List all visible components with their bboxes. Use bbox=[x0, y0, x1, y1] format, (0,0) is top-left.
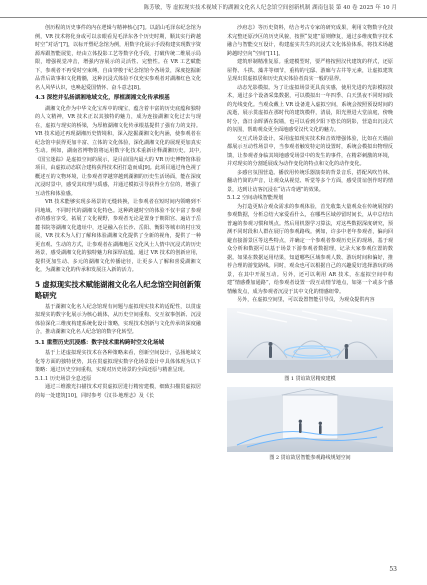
section-heading-5-1-2: 5.1.2 空间动线智能规划 bbox=[227, 195, 284, 201]
figure-2-caption: 图 2 贯谊故居智能参观路线规划空间 bbox=[269, 454, 351, 461]
paragraph: 通过三维激光扫描技术对贯虚拟居进行精密建模，细致扫描贯虚拟居的每一处建筑[10]，同时参考《汉书·地理志》及《长 bbox=[35, 384, 201, 399]
section-heading-5: 5 虚拟现实技术赋能湖湘文化名人纪念馆空间创新策略研究 bbox=[35, 279, 201, 300]
paragraph: 湖湘文化作为中华文化宝库中的瑰宝，蕴含着丰富的历史底蕴和独特的人文精神，VR 技术正以其独特的魅力，成为连接湖湘文化过去与现在，虚拟与现实的桥梁，为厚植湖湘文化传承根基提供了强有力的支持。VR 技术通过再现湖湘历史情境和，深入挖掘湖湘文化内涵，使参观者在纪念馆中获得更加丰富、立体的文化体验，深化湖湘文化的展现更加真实生动。例如，湖南省博物馆将运用数字化技术重新诠释湖湘历史。其中,《国宝迷踪》是虚拟空间的展示，是目前国内最大的 VR 历史博物馆体验项目，由虚拟动态联合建构获得技术团打造而成[9]。此项目通过角色视了概述互的文物环境，让参观者穿越穿越到湖湘的历史生活场面，能在深度沉浸时景中，感受其纹理与质感，并通过模拟引导获得全方位的，增强了互动性和体验感。 bbox=[35, 105, 201, 197]
paragraph: 为打造更贴合观众需求的参观体验，首先收集大量观众在传统展馆的参观数据，分析总结大家爱看什么，在哪些区域停留时间长，从中总结出普遍的参观习惯和规点。然后用机器学习算法，对这些数据深度研究，预测不同时段和人群在展厅的参观路线。例如，许多中老年参观者，偏向回避直接游景区等这些特点，并确定一个参观者参观历史区的现场，基于观众分析和数据可以基于场景下游参观者数据理，记录大家参观位置的数据。如果在数据运用结果，知道哪些区域参观人数、游玩时间和偏好，推荐合理的游览路线。同时，观众也可以根据自己的兴趣爱好选择游玩的场景，在其中开展互动。另外，还可以利用 AR 技术，在虚拟空间中构建“情感叠加通路”，给参观者设置一段互动情节地点，如第一个或多个感情触发点，成为参观者沉浸于其中文化的情感纽带。 bbox=[227, 203, 393, 295]
vr-museum-scene-illustration bbox=[227, 308, 393, 373]
figure-1-image bbox=[227, 308, 393, 373]
page-number: 53 bbox=[389, 566, 397, 573]
figure-1-caption: 图 1 贯谊故居精度建模 bbox=[284, 375, 336, 382]
paragraph: 交互式场景设计。采用虚拟现实技术和音效增强体验，比如在天墙前都展示互动性场景中，当参观者触发特定的设置时，系统会模拟出物理反馈，让参观者身临其境地感受场景中的发生的事件，在精彩刺激的环境，并对现实的分割延展成为动作变化的特点和文化的动作变化。 bbox=[227, 135, 393, 167]
paragraph: 沙府志》等历史资料，结合考古专家的研究成果，利用文物数字化技术完整还原沙区的历史风貌，按照“复建”原则修复，通过多维度数字技术融合与智能交互设计，构建虚实共生的沉浸式文化体验体系，将技术场越跨越时空向“空间”[11]。 bbox=[227, 25, 393, 57]
running-head: 陈芳敏，等 虚拟现实技术视域下的湖湘文化名人纪念馆空间创新机制 湖南包装 第 40 卷 2025 年 10 月 bbox=[0, 0, 427, 18]
paragraph: VR 技术能够实现多场景的无缝转换，让参观者在短时间内领略到不同地域、不同时代的湖湘文化特色。这种跨越时空的体验不仅丰富了参观者的感官享受，拓展了文化视野，参观者无论是置身于朝阳宫、遍访于岳麓书院等湖湘文化遗址中，还是融入在长沙、岳阳、衡阳等城市的村庄发展，VR 技术为人们了解和体验湖湘文化提供了全新的视角，提供了一种更直观、生动的方式，让参观者在湖湘地区文化风土人情中沉浸式的历史场景，感受湖湘文化的独特魅力和深厚底蕴。通过 VR 技术的创新应用，提供更加生动、多元的湖湘文化传播途径，让更多人了解和喜爱湖湘文化，为湖湘文化的传承和发展注入新的活力。 bbox=[35, 199, 201, 273]
figure-1 bbox=[227, 308, 393, 384]
section-heading-4-3: 4.3 深挖并弘扬湖湘地域文化，厚植湖湘文化传承根基 bbox=[35, 95, 170, 101]
paragraph: 基于上述虚拟现实技术在各种策略来看，创新空间设计，弘扬地域文化等方面的独特优势，其在贯虚拟现实数字化场景设计中具体体现为以下策略：通过历史空间重构，实现对历史场景的全面还原与精准呈现。 bbox=[35, 350, 201, 373]
smart-route-scene-illustration bbox=[227, 387, 393, 452]
figure-2-image bbox=[227, 387, 393, 452]
paragraph: 建筑形制精准复原。重建模型时，要严格按照汉代建筑的样式，还原屋脊、斗拱、藻井等细节，重构的宅邸、游廊与古井等元素，让虚拟建筑呈现出贯虚拟居和历史真实体验者真实一般的显得。 bbox=[227, 59, 393, 82]
paragraph: 基于湖湘文化名人纪念馆现有问题与虚拟现实技术的适配性，以贯虚拟现实的数字化展示为核心载体，从历史空间重构、交互叙事创新、沉浸体验深化三维度构建系统化设计策略，实现技术创新与文化传承的深度融合，推动湖湘文化名人纪念馆的数字化转型。 bbox=[35, 303, 201, 335]
section-heading-5-1-1: 5.1.1 历史场景全息还原 bbox=[35, 375, 92, 382]
paragraph: 动态光影模拟。为了让虚拟场景更具真实感，使用先进的光影模拟技术，通过多个设备采集数据，可以模拟出一年四季、白天黑夜不同时间段的光线变化。当观众戴上 VR 设备进入虚拟空间，系统会按照预设时间的流逝，展示贯虚拟在那时代的建筑模样，清晨，阳光照进大堂前庭，傍晚时分，落日余晖洒在院墙，也可以看到夕阳下悠长的阴影，营造出沉浸式的氛围，帮助观众更全面地感受汉代文化的魅力。 bbox=[227, 84, 393, 133]
paragraph: 多感官氛围营造。播放用传统乐器演奏的背景音乐，搭配风吹竹林、翻动竹简的声音，让观众从视觉、听觉等多个方面，感受贯谊创作时的情景，达到让访客沉浸在“访古奇遇”的效果。 bbox=[227, 169, 393, 193]
section-heading-5-1: 5.1 重塑历史沉浸感：数字技术重构跨时空文化场域 bbox=[35, 339, 165, 346]
right-column bbox=[227, 24, 393, 564]
figure-2 bbox=[227, 387, 393, 463]
paragraph: 另外，在虚拟空间里，可以设置智能引导员，为观众提供内容 bbox=[237, 297, 375, 303]
paragraph: 创历程的历史事件的内在逻辑与精神核心[7]。以韶山毛泽东纪念馆为例，VR 技术将化身或可以亲眼看见毛泽东各个历史时期，顺其实行跨越时空“对话”[7]，以标开塑纪念馆为例，用数字化展示手段构建实现数字资源库跟智能展览，经由立体投影工艺等数字化手段，打破传统二维展示局限，增强视觉冲击，增强内容展示的灵活性、完整性。在 VR 工艺赋能下，参观者不再受时空束缚，自由穿梭于纪念馆馆今各场景，深度挖掘新品背后故事和文化精髓，这种沉浸式体验不仅充实参观者对湖湘红色文化名人风华认识，也唤起爱国情怀、奋斗意志[8]。 bbox=[35, 25, 201, 91]
left-column bbox=[35, 24, 201, 564]
